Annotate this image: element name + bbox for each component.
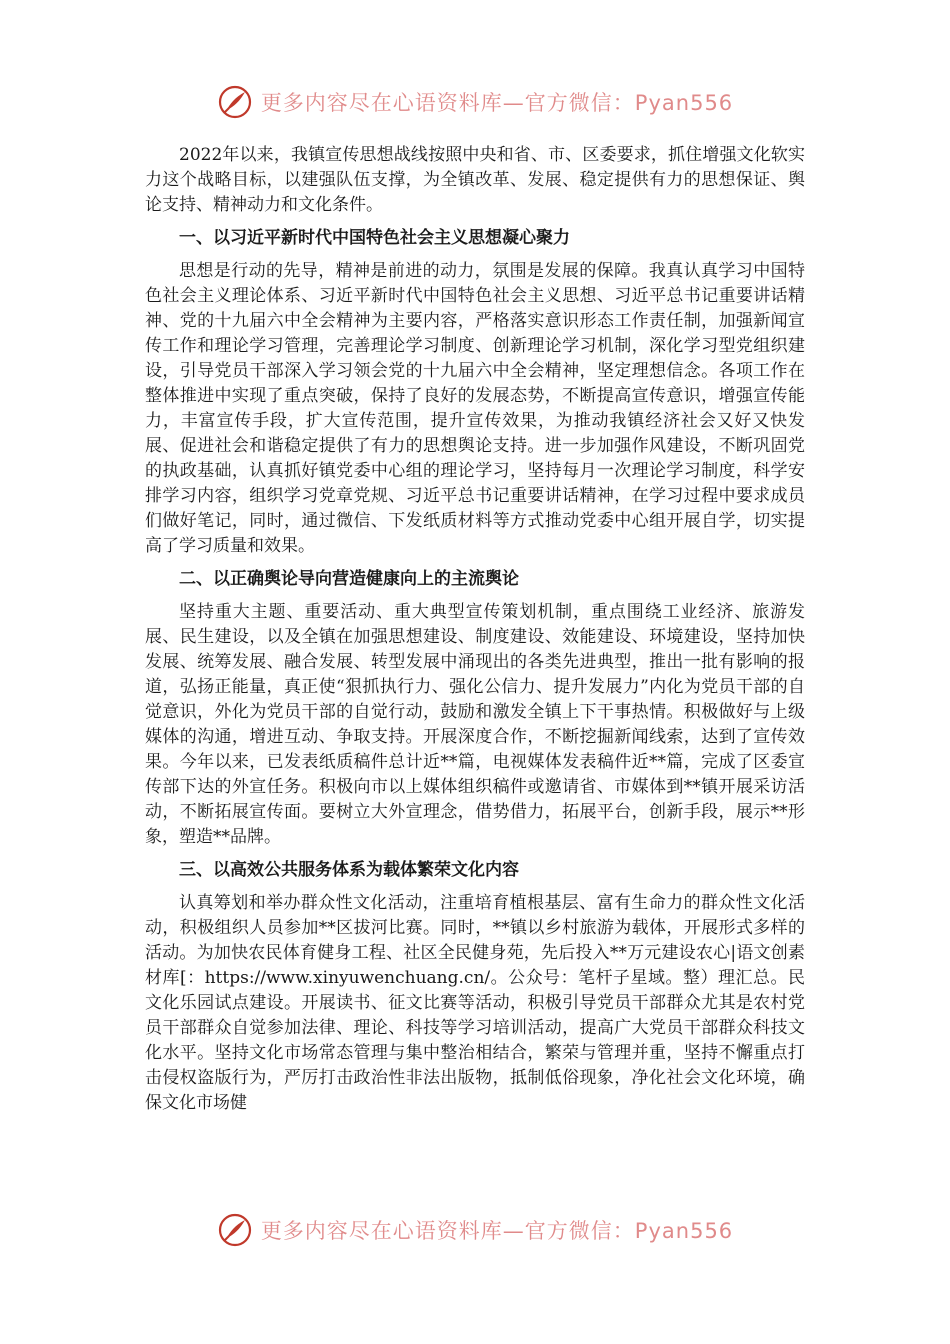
section-heading-2: 二、以正确舆论导向营造健康向上的主流舆论 — [179, 569, 519, 589]
section-body-2: 坚持重大主题、重要活动、重大典型宣传策划机制，重点围绕工业经济、旅游发展、民生建设，以及全镇在加强思想建设、制度建设、效能建设、环境建设，坚持加快发展、统筹发展、融合发展、转型发展中涌现出的各类先进典型，推出一批有影响的报道，弘扬正能量，真正使“狠抓执行力、强化公信力、提升发展力”内化为党员干部的自觉意识，外化为党员干部的自觉行动，鼓励和激发全镇上下干事热情。积极做好与上级媒体的沟通，增进互动、争取支持。开展深度合作，不断挖掘新闻线索，达到了宣传效果。今年以来，已发表纸质稿件总计近**篇，电视媒体发表稿件近**篇，完成了区委宣传部下达的外宣任务。积极向市以上媒体组织稿件或邀请省、市媒体到**镇开展采访活动，不断拓展宣传面。要树立大外宣理念，借势借力，拓展平台，创新手段，展示**形象，塑造**品牌。 — [145, 602, 805, 847]
section-heading-3: 三、以高效公共服务体系为载体繁荣文化内容 — [179, 860, 519, 880]
quill-logo-icon — [217, 84, 253, 120]
intro-paragraph: 2022年以来，我镇宣传思想战线按照中央和省、市、区委要求，抓住增强文化软实力这个战略目标，以建强队伍支撑，为全镇改革、发展、稳定提供有力的思想保证、舆论支持、精神动力和文化条件。 — [145, 145, 805, 215]
watermark-text: 更多内容尽在心语资料库—官方微信：Pyan556 — [260, 1219, 734, 1243]
header-watermark-banner — [0, 80, 950, 124]
watermark-text: 更多内容尽在心语资料库—官方微信：Pyan556 — [260, 91, 734, 115]
section-heading-1: 一、以习近平新时代中国特色社会主义思想凝心聚力 — [179, 228, 570, 248]
document-body — [145, 143, 805, 1116]
quill-logo-icon — [217, 1212, 253, 1248]
footer-watermark-banner — [0, 1208, 950, 1252]
section-body-1: 思想是行动的先导，精神是前进的动力，氛围是发展的保障。我真认真学习中国特色社会主义理论体系、习近平新时代中国特色社会主义思想、习近平总书记重要讲话精神、党的十九届六中全会精神为主要内容，严格落实意识形态工作责任制，加强新闻宣传工作和理论学习管理，完善理论学习制度、创新理论学习机制，深化学习型党组织建设，引导党员干部深入学习领会党的十九届六中全会精神，坚定理想信念。各项工作在整体推进中实现了重点突破，保持了良好的发展态势，不断提高宣传意识，增强宣传能力，丰富宣传手段，扩大宣传范围，提升宣传效果，为推动我镇经济社会又好又快发展、促进社会和谐稳定提供了有力的思想舆论支持。进一步加强作风建设，不断巩固党的执政基础，认真抓好镇党委中心组的理论学习，坚持每月一次理论学习制度，科学安排学习内容，组织学习党章党规、习近平总书记重要讲话精神，在学习过程中要求成员们做好笔记，同时，通过微信、下发纸质材料等方式推动党委中心组开展自学，切实提高了学习质量和效果。 — [145, 261, 805, 556]
section-body-3: 认真筹划和举办群众性文化活动，注重培育植根基层、富有生命力的群众性文化活动，积极组织人员参加**区拔河比赛。同时，**镇以乡村旅游为载体，开展形式多样的活动。为加快农民体育健身工程、社区全民健身苑，先后投入**万元建设农心|语文创素材库[：https://www.xinyuwenchuang.cn/。公众号：笔杆子星域。整）理汇总。民文化乐园试点建设。开展读书、征文比赛等活动，积极引导党员干部群众尤其是农村党员干部群众自觉参加法律、理论、科技等学习培训活动，提高广大党员干部群众科技文化水平。坚持文化市场常态管理与集中整治相结合，繁荣与管理并重，坚持不懈重点打击侵权盗版行为，严厉打击政治性非法出版物，抵制低俗现象，净化社会文化环境，确保文化市场健 — [145, 893, 805, 1113]
